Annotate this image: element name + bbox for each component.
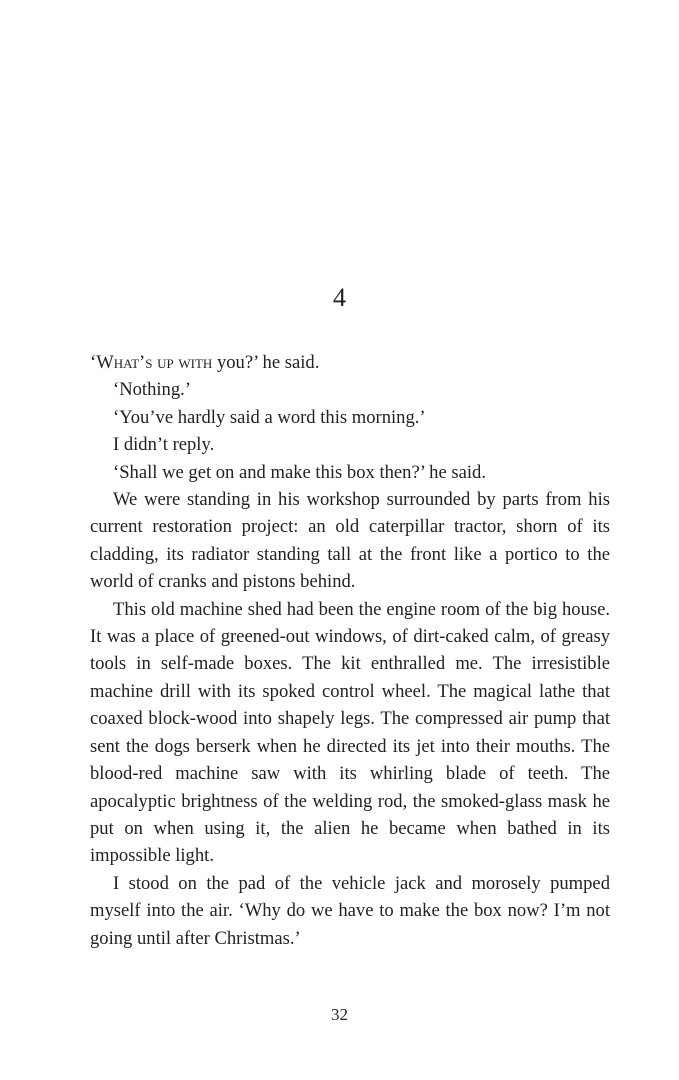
opening-small-caps: ‘What’s up with [90, 352, 213, 373]
paragraph: ‘Shall we get on and make this box then?’ he said. [113, 461, 486, 483]
paragraph: We were standing in his workshop surrounded by parts from his current restoration project: an old caterpillar tractor, shorn of its cladding, its radiator standing tall at the front like a portico to the world of cranks and pistons behind. [90, 489, 610, 593]
paragraph: ‘You’ve hardly said a word this morning.’ [113, 406, 426, 428]
paragraph: I didn’t reply. [113, 434, 215, 456]
paragraph: This old machine shed had been the engine room of the big house. It was a place of greened-out windows, of dirt-caked calm, of greasy tools in self-made boxes. The kit enthralled me. The irresistible machine drill with its spoked control wheel. The magical lathe that coaxed block-wood into shapely legs. The compressed air pump that sent the dogs berserk when he directed its jet into their mouths. The blood-red machine saw with its whirling blade of teeth. The apocalyptic brightness of the welding rod, the smoked-glass mask he put on when using it, the alien he became when bathed in its impossible light. [90, 598, 610, 867]
page-number: 32 [331, 1005, 348, 1024]
paragraph: ‘Nothing.’ [113, 379, 191, 401]
paragraph [90, 349, 610, 376]
chapter-body [90, 349, 610, 952]
paragraph-text: you?’ he said. [212, 352, 320, 373]
chapter-number: 4 [333, 283, 346, 312]
paragraph: I stood on the pad of the vehicle jack and morosely pumped myself into the air. ‘Why do we have to make the box now? I’m not going until after Christmas.’ [90, 872, 610, 949]
